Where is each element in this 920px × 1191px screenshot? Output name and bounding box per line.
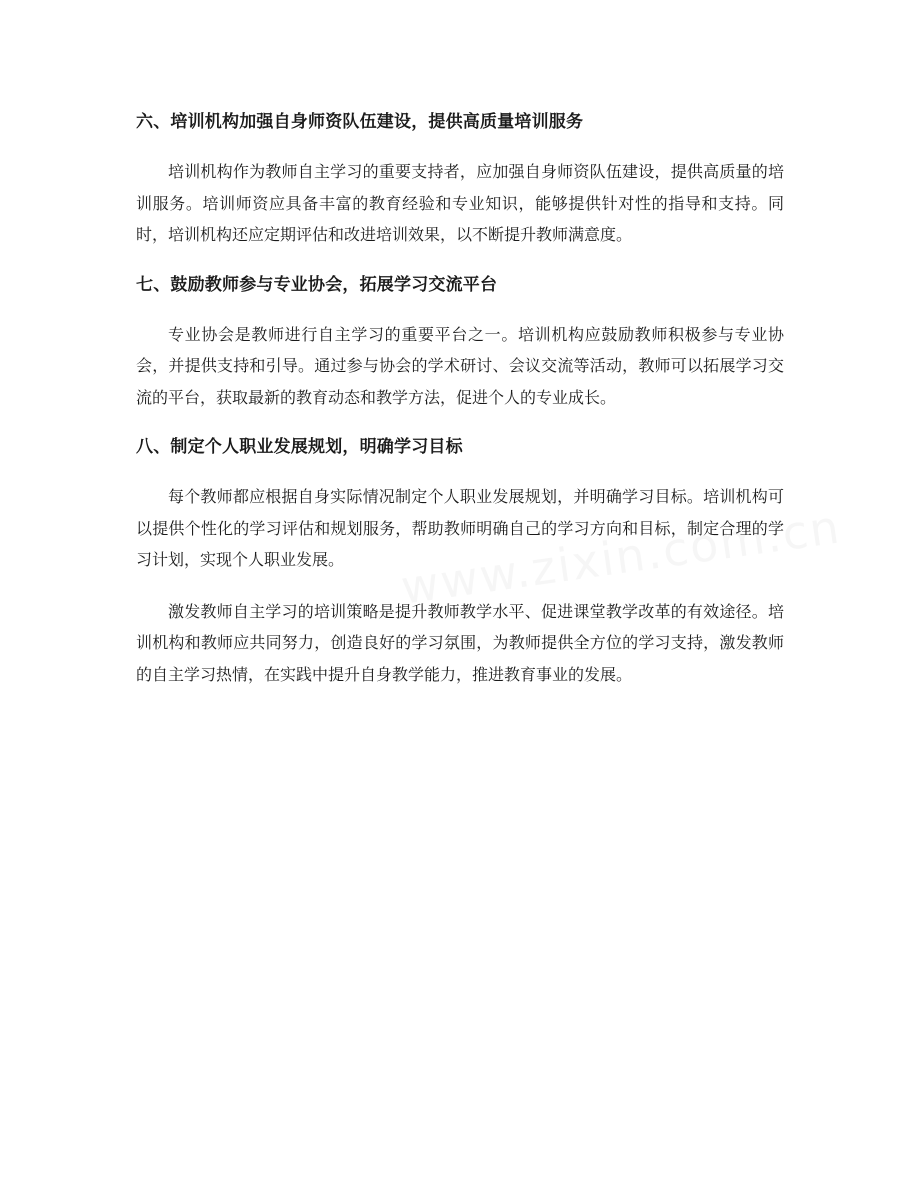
section-8 (136, 433, 784, 690)
body-paragraph: 每个教师都应根据自身实际情况制定个人职业发展规划，并明确学习目标。培训机构可以提供个性化的学习评估和规划服务，帮助教师明确自己的学习方向和目标，制定合理的学习计划，实现个人职业发展。 (136, 487, 784, 569)
section-7 (136, 271, 784, 414)
conclusion-paragraph: 激发教师自主学习的培训策略是提升教师教学水平、促进课堂教学改革的有效途径。培训机构和教师应共同努力，创造良好的学习氛围，为教师提供全方位的学习支持，激发教师的自主学习热情，在实践中提升自身教学能力，推进教育事业的发展。 (136, 601, 784, 684)
section-heading: 六、培训机构加强自身师资队伍建设，提供高质量培训服务 (136, 112, 584, 132)
document-body (136, 108, 784, 710)
section-heading: 八、制定个人职业发展规划，明确学习目标 (136, 437, 463, 457)
section-6 (136, 108, 784, 251)
section-heading: 七、鼓励教师参与专业协会，拓展学习交流平台 (136, 274, 498, 295)
body-paragraph: 培训机构作为教师自主学习的重要支持者，应加强自身师资队伍建设，提供高质量的培训服务。培训师资应具备丰富的教育经验和专业知识，能够提供针对性的指导和支持。同时，培训机构还应定期评估和改进培训效果，以不断提升教师满意度。 (136, 162, 784, 244)
body-paragraph: 专业协会是教师进行自主学习的重要平台之一。培训机构应鼓励教师积极参与专业协会，并提供支持和引导。通过参与协会的学术研讨、会议交流等活动，教师可以拓展学习交流的平台，获取最新的教育动态和教学方法，促进个人的专业成长。 (136, 324, 784, 407)
